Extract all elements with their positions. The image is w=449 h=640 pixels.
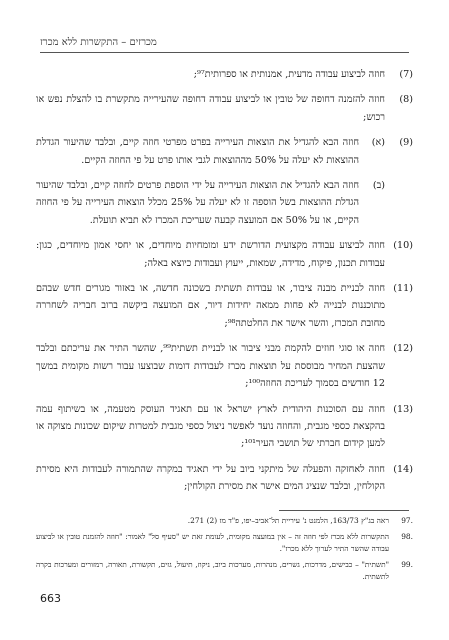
clause-item [36, 401, 413, 453]
clause-number: (14) [393, 463, 413, 475]
footnote [36, 531, 413, 556]
footnote-number: .99 [401, 559, 413, 569]
clause-item [36, 280, 413, 332]
clause-item [36, 134, 413, 169]
footnote-number: .97 [401, 516, 413, 525]
clause-item [36, 91, 413, 126]
clause-number: (13) [393, 403, 413, 415]
footnote-rule [279, 510, 409, 511]
clause-number: (12) [393, 343, 413, 355]
clause-text: חוזה להזמנה דחופה של טובין או לביצוע עבודה דחופה שהעירייה מתקשרת בו להצלת נפש או רכוש; [36, 94, 385, 123]
clause-item [36, 461, 413, 496]
clause-sub-label: (א) [371, 137, 385, 149]
clause-number: (8) [399, 94, 413, 106]
clause-item [36, 66, 413, 83]
header-rule [40, 52, 409, 53]
clause-text: חוזה עם הסוכנות היהודית לארץ ישראל או עם תאגיד העוסק מטעמה, או בשיתוף עמה בהקצאת כספי מגבית, והחוזה נועד לאפשר ניצול כספי מגבית למטרות שיקום שכונות מצוקה או למען קידום חברתי של תושבי העיר¹⁰¹; [36, 403, 385, 450]
footnote [36, 559, 413, 584]
running-header: מכרזים – התקשרות ללא מכרז [40, 37, 157, 48]
footnote [36, 515, 413, 528]
clause-item [36, 340, 413, 392]
footnote-text: ראה בג"ץ 163/73, הלמנט נ' עיריית תל־אביב–יפו, פ"ד מז (2) 271. [187, 516, 389, 525]
clause-sub-label: (ב) [372, 180, 385, 192]
footnote-text: "תשתית" – כבישים, מדרכות, גשרים, מנהרות, מערכות ביוב, ניקוז, תיעול, גזים, תקשורת, תאורה, רמזורים ומערכות בקרה לתשתית. [36, 559, 389, 582]
clause-number [385, 177, 413, 229]
clause-text: חוזה הבא להגדיל את הוצאות העירייה בפרט מפרטי חוזה קיים, ובלבד שהיעור הגדלת ההוצאות לא יעלה על 50% מההוצאות לגבי אותו פרט על פי החוזה הקיים. [36, 137, 359, 166]
clause-text: חוזה לאחזקה והפעלה של מיתקני ביוב על ידי תאגיד במקרה שהתמורה לעבודות היא מסירת הקולחין, ובלבד שנציג המים אישר את מסירת הקולחין; [36, 463, 385, 493]
clause-number: (9) [399, 137, 413, 149]
clause-number: (11) [393, 283, 413, 295]
footnotes [36, 515, 413, 587]
footnote-text: התקשרות ללא מכרז לפי חוזה זה – אין במועצה מקומית, לעומת זאת יש "סעיף סל" לאמור: "חוזה להזמנת טובין או לביצוע עבודה שהשר התיר לערוך ללא מכרז". [36, 531, 389, 554]
clause-item [36, 237, 413, 272]
clause-text: חוזה לביצוע עבודה מדעית, אמנותית או ספרותית⁹⁷; [193, 69, 385, 80]
clause-text: חוזה הבא להגדיל את הוצאות העירייה על ידי הוספת פרטים לחוזה קיים, ובלבד שהיעור הגדלת ההוצאות בשל הוספה זו לא יעלה על 25% מכלל הוצאות העירייה על פי החוזה הקיים, או על 50% אם המועצה קבעה שעריכת המכרז לא תביא תועלת. [36, 180, 359, 226]
footnote-number: .98 [401, 531, 413, 541]
clause-list [36, 66, 413, 504]
clause-number: (7) [399, 69, 413, 80]
clause-text: חוזה לביצוע עבודה מקצועית הדורשת ידע ומומחיות מיוחדים, או יחסי אמון מיוחדים, כגון: עבודות תכנון, פיקוח, מדידה, שמאות, ייעוץ ועבודות כיוצא באלה; [36, 240, 385, 269]
clause-number: (10) [393, 240, 413, 252]
page-number: 663 [40, 592, 61, 605]
clause-item [36, 177, 413, 229]
clause-text: חוזה לבניית מבנה ציבור, או עבודות תשתית בשכונה חדשה, או באזור מגורים חדש שבהם מתוכננות לבנייה לא פחות ממאה יחידות דיור, אם המועצה ביקשה ברוב חבריה לשחררה מחובת המכרז, והשר אישר את החלטתה⁹⁸; [36, 283, 385, 329]
clause-text: חוזה או סוגי חוזים להקמת מבני ציבור או לבניית תשתית⁹⁹, שהשר התיר את עריכתם ובלבד שהצעת המחיר מבוססת על תוצאות מכרז לעבודות דומות שבוצעו עבור רשות מקומית במשך 12 חודשים בסמוך לעריכת החוזה¹⁰⁰; [36, 343, 385, 390]
